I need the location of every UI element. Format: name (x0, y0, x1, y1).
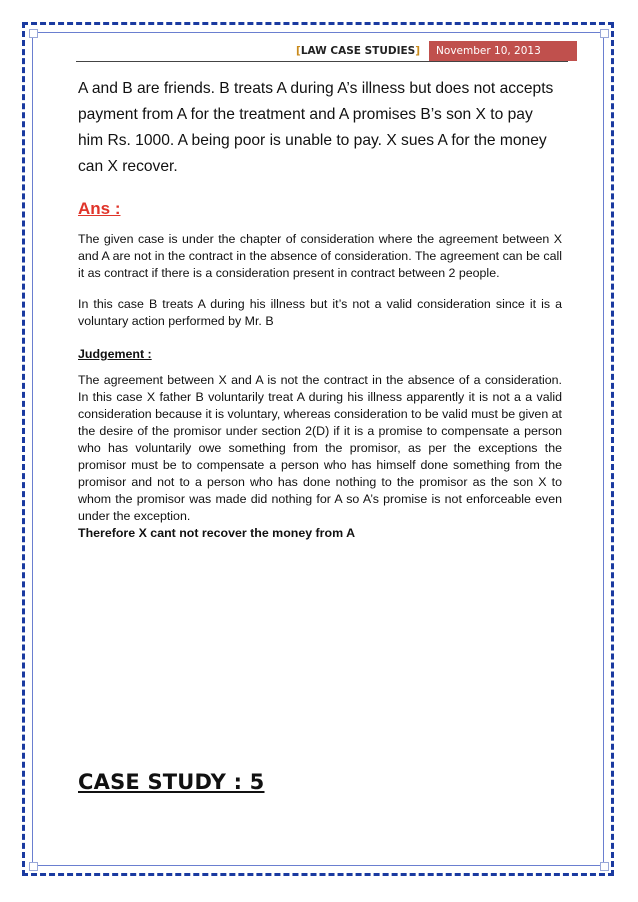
header-bracket-open: [ (296, 45, 301, 57)
corner-mark-bottom-right (600, 862, 609, 871)
page-header (296, 41, 577, 61)
case-study-heading: CASE STUDY : 5 (78, 770, 265, 794)
judgement-heading: Judgement : (78, 347, 152, 361)
corner-mark-top-right (600, 29, 609, 38)
judgement-text: The agreement between X and A is not the contract in the absence of a consideration. In this case X father B voluntarily treat A during his illness apparently it is not a a valid consideration because it is voluntary, whereas consideration to be valid must be given at the desire of the promisor under section 2(D) if it is a promise to compensate a person who has voluntarily owe something from the promisor, as per the exceptions the promisor must be to compensate a person who has himself done something from the promisor and not to a person who has done nothing to the promisor as the son X to whom the promisor was made did nothing for A so A’s promise is not enforceable even under the exception. (78, 373, 562, 523)
header-bracket-close: ] (415, 45, 421, 57)
question-text: A and B are friends. B treats A during A’s illness but does not accepts payment from A for the treatment and A promises B’s son X to pay him Rs. 1000. A being poor is unable to pay. X sues A for the money can X recover. (78, 80, 554, 175)
answer-heading: Ans : (78, 199, 121, 218)
conclusion-text: Therefore X cant not recover the money from A (78, 526, 356, 540)
corner-mark-bottom-left (29, 862, 38, 871)
header-date-badge: November 10, 2013 (429, 41, 577, 61)
answer-paragraph-2: In this case B treats A during his illness but it’s not a valid consideration since it is a voluntary action performed by Mr. B (78, 297, 562, 328)
header-rule (76, 61, 568, 62)
answer-paragraph-1: The given case is under the chapter of consideration where the agreement between X and A are not in the contract in the absence of consideration. The agreement can be call it as contract if there is a consideration present in contract between 2 people. (78, 232, 562, 280)
corner-mark-top-left (29, 29, 38, 38)
header-title (296, 45, 429, 57)
header-title-text: LAW CASE STUDIES (300, 45, 416, 57)
